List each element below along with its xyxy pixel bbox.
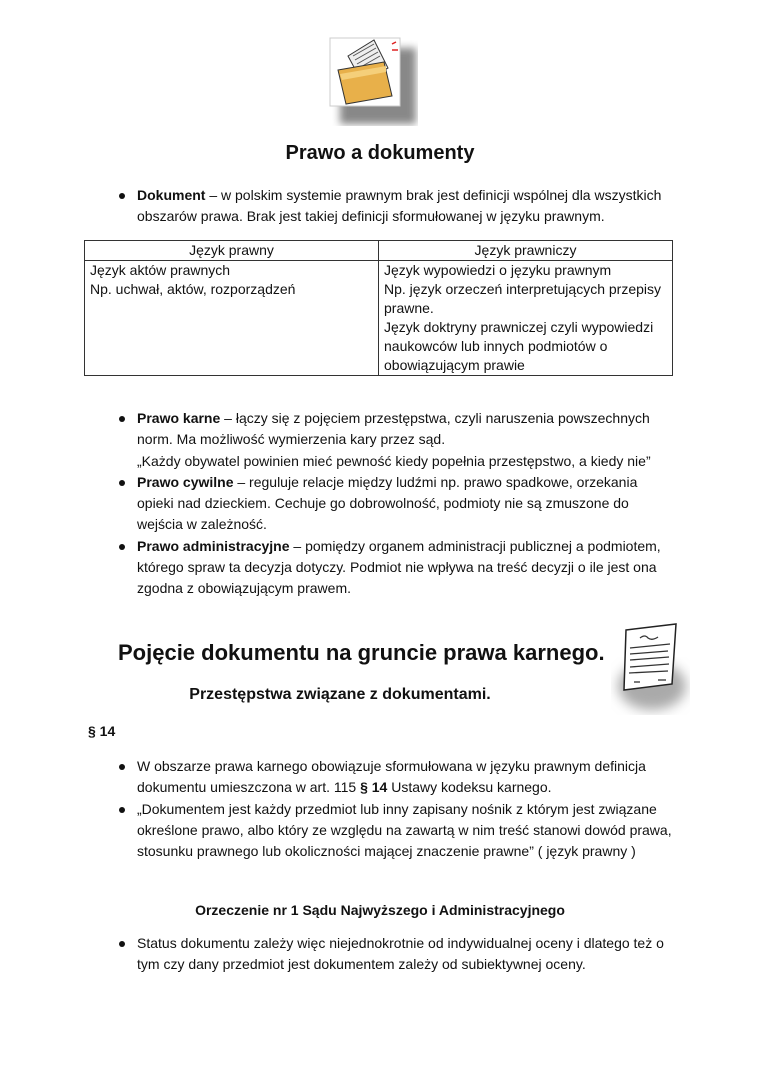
list-item	[117, 185, 677, 228]
list-item	[117, 408, 677, 472]
table-header: Język prawny	[85, 241, 379, 261]
definition-text: – reguluje relacje między ludźmi np. prawo spadkowe, orzekania opieki nad dzieckiem. Cechuje go dobrowolność, podmioty nie są zmuszone do wejścia w zależność.	[137, 473, 638, 533]
definition-text: – pomiędzy organem administracji publicznej a podmiotem, którego spraw ta decyzja dotyczy. Podmiot nie wpływa na treść decyzji o ile jest ona zgodna z obowiązującym prawem.	[137, 537, 661, 597]
definition-text: – łączy się z pojęciem przestępstwa, czyli naruszenia powszechnych norm. Ma możliwość wymierzenia kary przez sąd.	[137, 410, 650, 448]
table-cell	[379, 261, 673, 376]
section-subheading: Przestępstwa związane z dokumentami.	[189, 686, 491, 703]
ruling-heading: Orzeczenie nr 1 Sądu Najwyższego i Administracyjnego	[195, 902, 565, 918]
page-title: Prawo a dokumenty	[285, 142, 475, 164]
definition-list	[117, 756, 677, 862]
list-item	[117, 536, 677, 600]
cell-line: Język doktryny prawniczej czyli wypowiedzi naukowców lub innych podmiotów o obowiązującym prawie	[384, 319, 654, 373]
list-item: „Dokumentem jest każdy przedmiot lub inny zapisany nośnik z którym jest związane określone prawo, albo który ze względu na zawartą w nim treść stanowi dowód prawa, stosunku prawnego lub okoliczności mającej znaczenie prawne” ( język prawny )	[117, 799, 677, 863]
term: Prawo karne	[137, 410, 221, 426]
quote: „Każdy obywatel powinien mieć pewność kiedy popełnia przestępstwo, a kiedy nie”	[137, 452, 651, 469]
term: Prawo administracyjne	[137, 537, 290, 554]
table-cell	[85, 261, 379, 376]
intro-list	[117, 185, 677, 228]
status-list	[117, 933, 677, 976]
cell-line: Język wypowiedzi o języku prawnym	[384, 262, 612, 278]
list-item	[117, 472, 677, 536]
paragraph-sign: § 14	[88, 723, 116, 739]
text: Ustawy kodeksu karnego.	[387, 779, 552, 796]
term: Dokument	[137, 187, 206, 203]
cell-line: Np. uchwał, aktów, rozporządzeń	[90, 281, 296, 297]
table-header: Język prawniczy	[379, 241, 673, 261]
section-heading: Pojęcie dokumentu na gruncie prawa karnego.	[118, 640, 605, 665]
list-item: Status dokumentu zależy więc niejednokrotnie od indywidualnej oceny i dlatego też o tym czy dany przedmiot jest dokumentem zależy od subiektywnej oceny.	[117, 933, 677, 976]
paragraph-ref: § 14	[360, 779, 388, 796]
language-table	[84, 240, 673, 376]
law-branches-list	[117, 408, 677, 600]
list-item	[117, 756, 677, 799]
definition-text: – w polskim systemie prawnym brak jest definicji wspólnej dla wszystkich obszarów prawa. Brak jest takiej definicji sformułowanej w języku prawnym.	[137, 187, 662, 225]
term: Prawo cywilne	[137, 473, 234, 490]
cell-line: Język aktów prawnych	[90, 262, 231, 278]
folder-document-icon	[326, 34, 418, 126]
text: W obszarze prawa karnego obowiązuje sformułowana w języku prawnym definicja dokumentu umieszczona w art. 115	[137, 758, 646, 796]
cell-line: Np. język orzeczeń interpretujących przepisy prawne.	[384, 281, 662, 316]
